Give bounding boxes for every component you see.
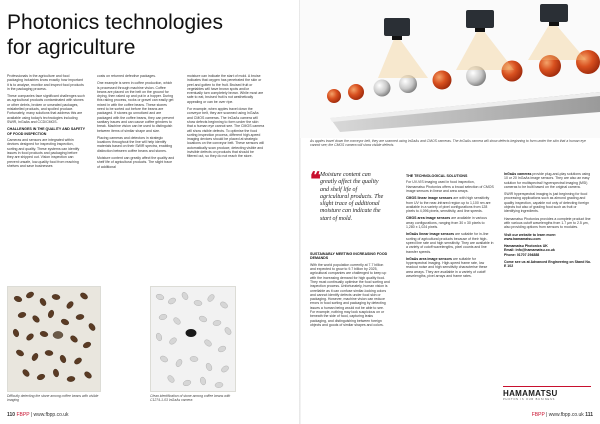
- pull-quote-text: Moisture content can greatly affect the quality and shelf life of agricultural products. The slight trace of additional moisture can indicate the start of mold.: [320, 172, 384, 222]
- paragraph-body: are available in various array configurations, ranging from 30 x 30 pixels to 1,280 x 1,024 pixels.: [406, 216, 487, 230]
- paragraph: One example is seen in coffee production, which is processed through machine vision. Coffee beans are placed on the belt on the ground for drying, then raked up and put in a hopper. During this raking process, rocks or gravel can easily get mixed in with the coffee beans. These stones need to be sorted out before the beans are packaged. If stones go unnoticed and are packaged with the coffee beans, they can prevent sanitary issues and can cause coffee grinders to break. Machine vision can be used to distinguish between items of similar shape and size.: [97, 81, 174, 133]
- left-column-2: [97, 74, 175, 172]
- left-column-1: [7, 74, 85, 171]
- product-name: InGaAs area image sensors: [406, 256, 452, 261]
- paragraph-body: provide plug-and-play solutions using 10 or 20 InGaAs image sensors. They are also an easy solution for multispectral/ hyperspectral imaging (MSI) cameras to be built based on the original camera.: [504, 172, 591, 189]
- right-page: [300, 0, 600, 424]
- event-callout: Come see us at Advanced Engineering on Stand No. E 102: [504, 260, 591, 269]
- contact-phone: Phone: 01707 294888: [504, 252, 540, 257]
- publication-url: www.fbpp.co.uk: [548, 412, 584, 418]
- paragraph-body: are with high sensitivity from UV to the near-infrared region up to 1,100 nm are available in a variety of pixel configurations from 128 pixels to 4,096 pixels, sensitivity, and line speeds.: [406, 196, 491, 214]
- article-title: [7, 10, 267, 60]
- section-heading: CHALLENGES IN THE QUALITY AND SAFETY OF FOOD INSPECTION: [7, 127, 86, 136]
- right-column-1: [310, 250, 390, 330]
- right-column-2: [406, 172, 494, 281]
- page-footer: [7, 412, 69, 418]
- contact-email: Email: info@hamamatsu.co.uk: [504, 248, 555, 253]
- publication-url: www.fbpp.co.uk: [33, 412, 69, 418]
- paragraph: With the world population currently at 7.7 billion and expected to grow to 9.7 billion by 2025, agricultural companies are challenged to keep up with the increasing demand for high quality food. They must continually optimise the food sorting and inspection process. Unfortunately, human vision is unreliable as it can confuse similar-looking colors and cannot identify defects under food skin or packaging. However, machine vision can reduce errors in food sorting and packaging by detecting issues a human being would not be able to see. For example, nothing may look suspicious on or beneath the side of food, capturing leaks packaging, and distinguishing between foreign objects and goods of similar shapes and colors.: [310, 262, 390, 327]
- paragraph: moisture can indicate the start of mold. A bruise indicates that oxygen has penetrated the skin or peel and gotten to the fruit. Bruised fruit or vegetables will have brown spots and/or eventually turn completely brown. While most are safe to eat, bruised fruit is not aesthetically appealing or can be over ripe.: [187, 74, 264, 104]
- contact-block: [504, 244, 592, 257]
- apple-conveyor-cameras-image: [300, 0, 600, 138]
- title-line-1: Photonics technologies: [7, 11, 223, 34]
- product-name: CMOS area image sensors: [406, 216, 451, 221]
- section-heading: SUSTAINABLY MEETING INCREASING FOOD DEMANDS: [310, 252, 388, 261]
- paragraph: [406, 232, 494, 253]
- title-line-2: for agriculture: [7, 36, 136, 59]
- product-name: InGaAs cameras: [504, 172, 532, 176]
- page-number: 111: [585, 412, 593, 418]
- paragraph: [406, 257, 494, 278]
- paragraph-body: are suitable for in-line sorting of agricultural products because of their high-speed line rate and high sensitivity. They are available in a variety of cutoff wavelengths, pixel counts and line transfer speeds.: [406, 232, 494, 254]
- paragraph-body: are suitable for hyperspectral imaging. High-speed frame rate, low readout noise and high sensitivity characterise these area arrays. They are available in a variety of cutoff wavelengths, pixel arrays and frame rates.: [406, 256, 488, 279]
- page-footer: [532, 412, 593, 418]
- paragraph: Moisture content can greatly affect the quality and shelf life of agricultural products. The slight trace of additional: [97, 156, 175, 169]
- section-heading: THE TECHNOLOGICAL SOLUTIONS: [406, 174, 468, 178]
- publication-name: FBPP: [16, 412, 30, 418]
- logo-tagline: PHOTON IS OUR BUSINESS: [503, 398, 556, 401]
- paragraph: These companies face significant challenges such as agricultural products contaminated with stones or other debris, broken or unsealed packages, mislabelled products, and spoiled produce. Fortunately, many solutions that address this are available using today's technologies including SWIR, InGaAs and CCD/CMOS.: [7, 94, 85, 124]
- paragraph: Cameras and sensors are integrated within devices designed for inspecting inspection, sorting and quality. These systems can identify issues in food products and packaging before they are shipped out. Vision inspection can prevent unsafe, low-quality food from reaching shelves and save businesses: [7, 138, 80, 168]
- left-column-3: [187, 74, 265, 162]
- paragraph: Hamamatsu Photonics provides a complete product line with various cutoff wavelengths from 1.7 µm to 2.5 µm, also providing options from sensors to modules.: [504, 216, 591, 230]
- coffee-beans-ingaas-photo: [150, 286, 236, 392]
- footer-separator: |: [546, 412, 548, 418]
- paragraph: Professionals in the agriculture and food packaging industries know exactly how important it is to analyse, monitor and inspect food products in the packaging process.: [7, 74, 84, 91]
- company-name: Hamamatsu Photonics UK: [504, 244, 548, 249]
- publication-name: FBPP: [531, 412, 545, 418]
- paragraph: [406, 216, 494, 229]
- footer-separator: |: [30, 412, 33, 418]
- product-name: InGaAs linear image sensors: [406, 232, 455, 237]
- logo-wordmark: HAMAMATSU: [503, 389, 558, 398]
- website-callout: Visit our website to learn more: www.hamamatsu.com: [504, 232, 557, 241]
- paragraph: Placing cameras and detectors in strategic locations throughout the line will help identify materials based on their SWIR spectra, enabling distinction between coffee beans and stones.: [97, 135, 173, 153]
- product-name: CMOS linear image sensors: [406, 196, 453, 201]
- coffee-beans-visible-photo: [7, 286, 101, 392]
- paragraph: costs on returned defective packages.: [97, 74, 156, 78]
- figure-caption: Clean identification of stone among coffee beans with C1274-1-03 InGaAs camera: [150, 394, 231, 402]
- page-number: 110: [7, 412, 16, 418]
- quote-mark-icon: ❝: [310, 169, 321, 191]
- figure-caption: Difficulty detecting the stone among coffee beans with visible imaging: [7, 394, 99, 402]
- paragraph: For UV-VIS imaging used in food inspection, Hamamatsu Photonics offers a broad selection of CMOS image sensors in linear and area arrays.: [406, 180, 494, 193]
- hamamatsu-logo: [503, 386, 591, 401]
- paragraph: For example, when apples travel down the conveyor belt, they are scanned using InGaAs and CMOS cameras. The InGaAs camera will show defects beginning to form under the skin that a human eye cannot see. The CMOS camera will show visible defects. To optimise the food sorting inspection process, different high-speed imaging devices should be placed at strategic locations on the conveyor belt. These sensors will automatically scan produce, detecting visible and invisible defects on products that should be filtered out, so they do not reach the store.: [187, 107, 265, 159]
- paragraph: [504, 172, 592, 189]
- right-column-3: [504, 172, 592, 272]
- paragraph: SWIR hyperspectral imaging is just beginning for food processing applications such as almond grading and quality inspection, capable not only of detecting foreign objects but also of grading food such as fruit or identifying ingredients.: [504, 192, 590, 214]
- paragraph: [406, 196, 494, 213]
- image-caption: As apples travel down the conveyor belt, they are scanned using InGaAs and CMOS cameras. The InGaAs camera will show defects beginning to form under the skin that a human eye cannot see; the CMOS camera will show visible defects.: [310, 139, 586, 148]
